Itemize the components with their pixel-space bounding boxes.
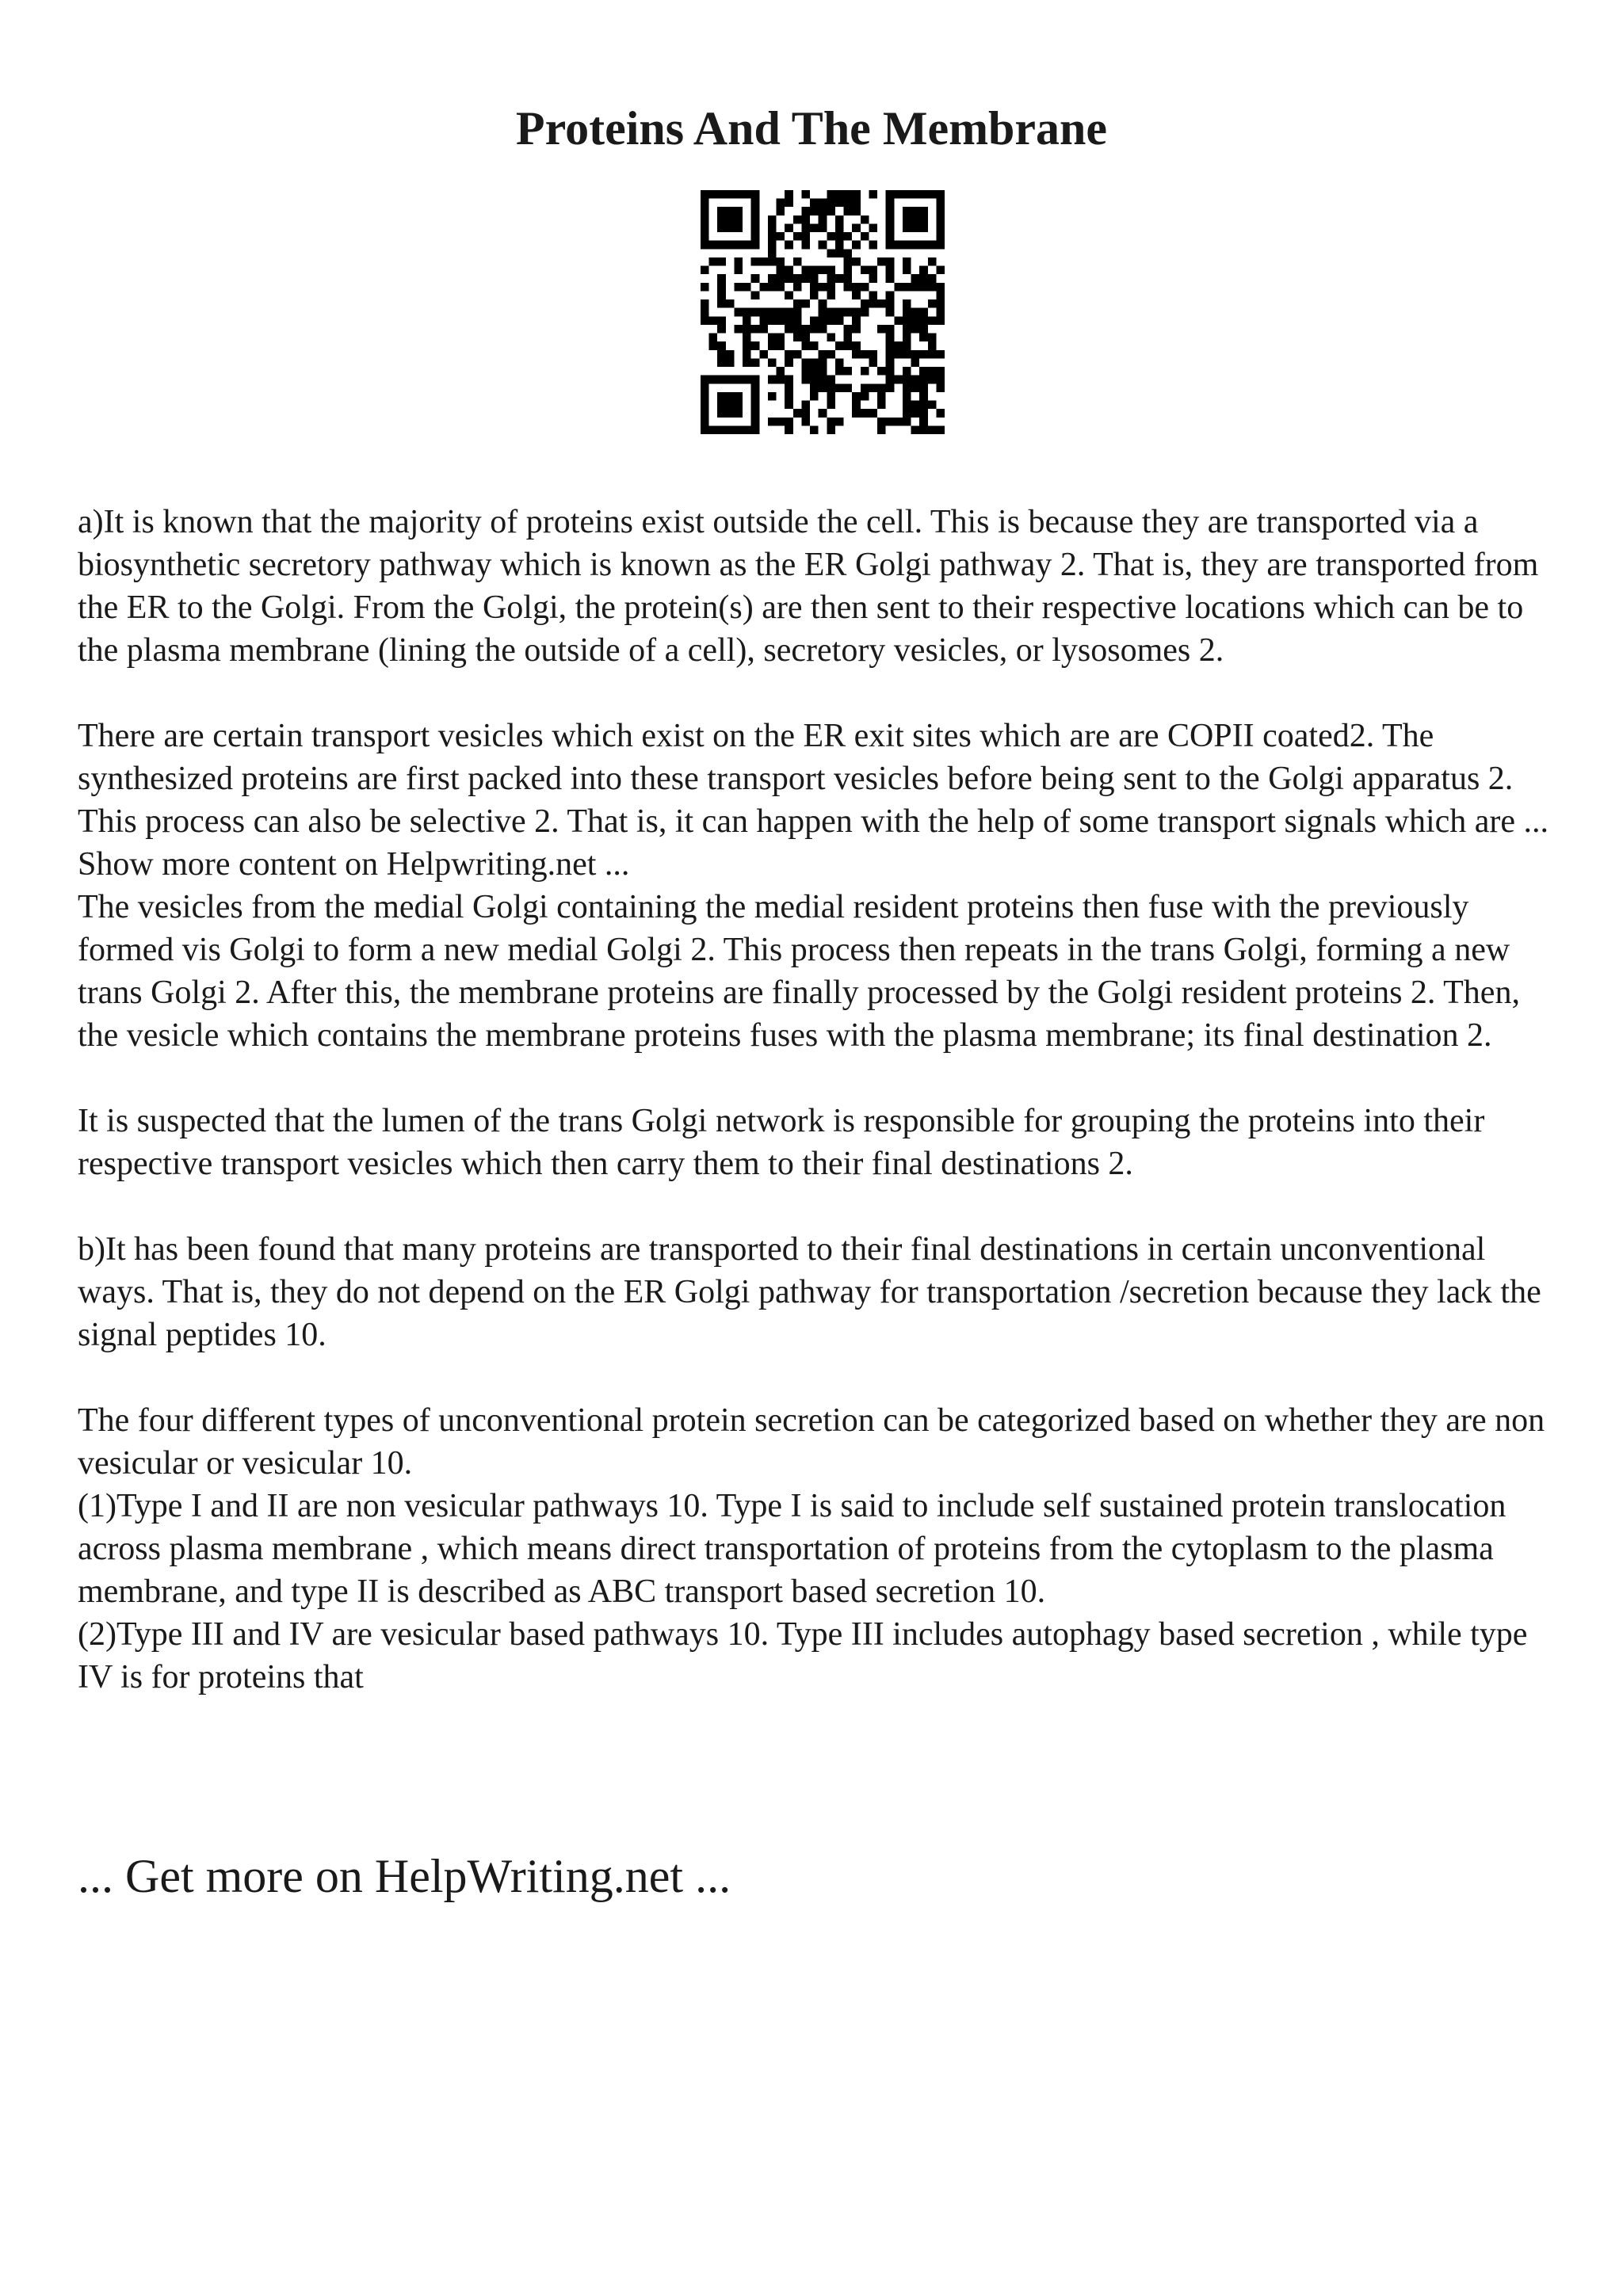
paragraph-transport-vesicles: There are certain transport vesicles which exist on the ER exit sites which are are COPII coated2. The synthesized proteins are first packed into these transport vesicles before being sent to the Golgi apparatus 2. This process can also be selective 2. That is, it can happen with the help of some transport signals which are ... Show more content on Helpwriting.net ...: [78, 718, 1549, 883]
paragraph-trans-golgi-network: It is suspected that the lumen of the trans Golgi network is responsible for grouping the proteins into their respective transport vesicles which then carry them to their final destinations 2.: [78, 1103, 1485, 1182]
paragraph-types-1: (1)Type I and II are non vesicular pathways 10. Type I is said to include self sustained protein translocation across plasma membrane , which means direct transportation of proteins from the cytoplasm to the plasma membrane, and type II is described as ABC transport based secretion 10.: [78, 1488, 1507, 1610]
paragraph-medial-golgi: The vesicles from the medial Golgi containing the medial resident proteins then fuse with the previously formed vis Golgi to form a new medial Golgi 2. This process then repeats in the trans Golgi, forming a new trans Golgi 2. After this, the membrane proteins are finally processed by the Golgi resident proteins 2. Then, the vesicle which contains the membrane proteins fuses with the plasma membrane; its final destination 2.: [78, 889, 1520, 1054]
document-body: [78, 501, 1568, 1699]
paragraph-b-unconventional: b)It has been found that many proteins are transported to their final destinations in certain unconventional ways. That is, they do not depend on the ER Golgi pathway for transportation /secretion because they lack the signal peptides 10.: [78, 1231, 1541, 1353]
helpwriting-link[interactable]: ... Get more on HelpWriting.net ...: [78, 1850, 731, 1902]
paragraph-types-2: (2)Type III and IV are vesicular based pathways 10. Type III includes autophagy based secretion , while type IV is for proteins that: [78, 1616, 1528, 1695]
paragraph-a-intro: a)It is known that the majority of proteins exist outside the cell. This is because they are transported via a biosynthetic secretory pathway which is known as the ER Golgi pathway 2. That is, they are transported from the ER to the Golgi. From the Golgi, the protein(s) are then sent to their respective locations which can be to the plasma membrane (lining the outside of a cell), secretory vesicles, or lysosomes 2.: [78, 504, 1539, 669]
paragraph-four-types: The four different types of unconventional protein secretion can be categorized based on whether they are non vesicular or vesicular 10.: [78, 1402, 1545, 1482]
document-title: Proteins And The Membrane: [515, 102, 1108, 154]
qr-code-icon: [701, 190, 945, 434]
